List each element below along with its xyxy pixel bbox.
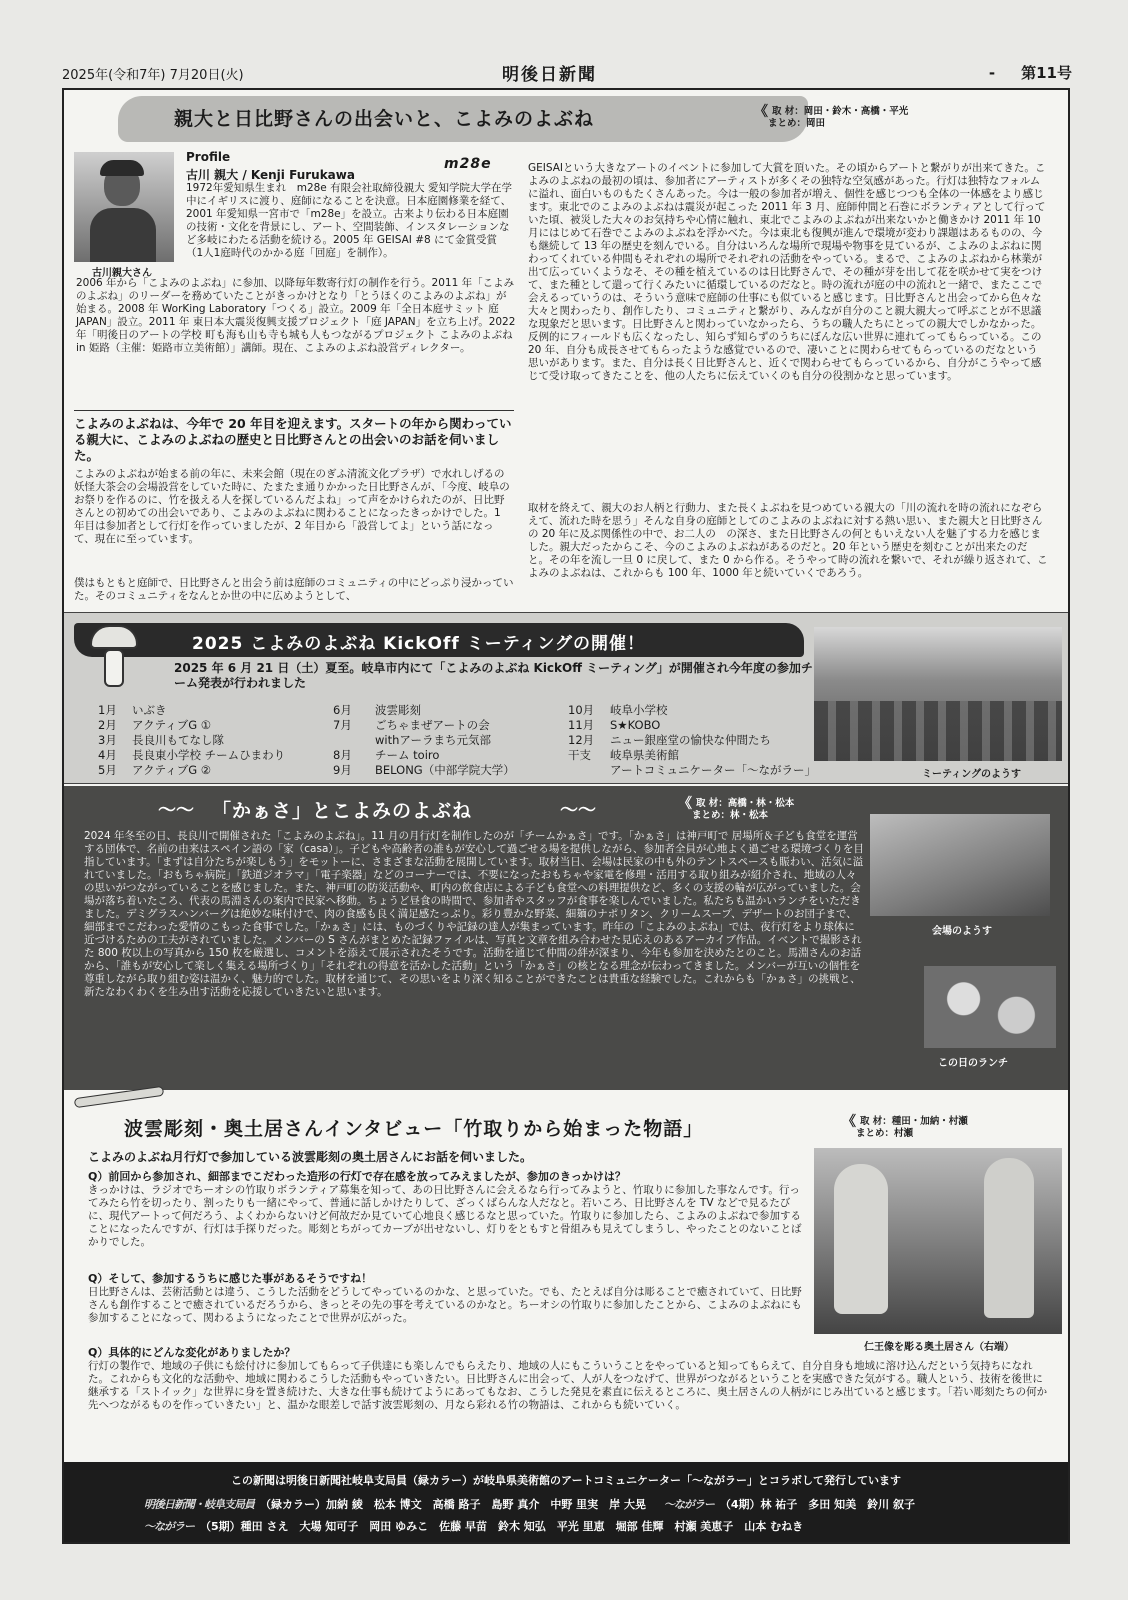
feature-furukawa (64, 90, 1068, 610)
venue-photo (870, 814, 1050, 916)
profile-label: Profile (186, 150, 231, 164)
schedule-month: 8月 (333, 748, 352, 762)
schedule-team: アクティブG ① (132, 718, 212, 732)
sculptor-photo (814, 1148, 1062, 1334)
answer-2: 日比野さんは、芸術活動とは違う、こうした活動をどうしてやっているのかな、と思っていた。でも、たとえば自分は彫ることで癒されていて、日比野さんも創作することで癒されているだろうから、きっとその先の事を考えているのかなと。ちーオシの竹取りに参加したことから、こよみのよぶねにも参加することになって、関わるようになったことで世界が広がった。 (88, 1286, 802, 1324)
schedule-month: 1月 (98, 703, 117, 717)
credit-mark: 《 (842, 1114, 856, 1130)
credit-mark: 《 (678, 796, 692, 812)
schedule-team: ニュー銀座堂の愉快な仲間たち (610, 733, 771, 747)
nagara-5th-members: （5期）種田 さえ 大場 知可子 岡田 ゆみこ 佐藤 早苗 鈴木 知弘 平光 里恵 堀部 佳輝 村瀬 美恵子 山本 むねき (200, 1520, 804, 1533)
schedule-month (333, 733, 375, 748)
furukawa-photo (74, 152, 174, 262)
schedule-month: 10月 (568, 703, 595, 717)
schedule-row (568, 733, 816, 748)
schedule-row (568, 748, 816, 763)
schedule-row (333, 763, 515, 778)
furukawa-photo-caption: 古川親大さん (92, 268, 152, 279)
meeting-photo (814, 627, 1062, 761)
kickoff-section (64, 612, 1068, 784)
kaasa-body: 2024 年冬至の日、長良川で開催された「こよみのよぶね」。11 月の月行灯を制作したのが「チームかぁさ」です。「かぁさ」は神戸町で 居場所＆子ども食堂を運営する団体で、名前の由来はスペイン語の「家（casa）」。子どもや高齢者の誰もが安心して過ごせる場を提供しながら、参加者全員が心地よく過ごせる環境づくりを目指しています。「まずは自分たちが楽しもう」をモットーに、さまざまな活動を展開しています。取材当日、会場は民家の中も外のテントスペースも賑わい、活気に溢れていました。「おもちゃ病院」「鉄道ジオラマ」「電子楽器」などのコーナーでは、不要になったおもちゃや家電を修理・活用する取り組みが紹介され、地域の人々の思いがつながっていることを感じました。また、神戸町の防災活動や、町内の飲食店による子ども食堂への料理提供など、多くの支援の輪が広がっていました。会場が落ち着いたころ、代表の馬淵さんの案内で民家へ移動。ちょうど昼食の時間で、参加者やスタッフが食事を楽しんでいました。私たちも温かいランチをいただきました。デミグラスハンバーグは絶妙な味付けで、肉の食感も良く満足感たっぷり。彩り豊かな野菜、細麺のナポリタン、クリームスープ、デザートのお団子まで、細部までこだわった愛情のこもった食事でした。「かぁさ」には、ものづくりや記録の達人が集まっています。昨年の「こよみのよぶね」では、夜行灯をより球体に近づけるための工夫がされていました。メンバーの S さんがまとめた記録ファイルは、写真と文章を組み合わせた見応えのあるアーカイブ作品。イベントで撮影された 800 枚以上の写真から 150 枚を厳選し、コメントを添えて展示されたそうです。活動を通じて仲間の絆が深まり、今年も参加を決めたとのこと。馬淵さんのお話から、「誰もが安心して楽しく集える場所づくり」「それぞれの得意を活かした活動」という「かぁさ」の核となる理念が伝わってきました。メンバーが互いの個性を尊重しながら取り組む姿は温かく、魅力的でした。取材を通じて、その思いをより深く知ることができたことは貴重な経験でした。これからも「かぁさ」の挑戦と、新たなわくわくを生み出す活動を応援していきたいと思います。 (84, 830, 864, 998)
interview-section (64, 1092, 1068, 1462)
schedule-team: S★KOBO (610, 718, 661, 732)
portrait-cap (100, 160, 144, 176)
schedule-team: withアーラまち元気部 (375, 733, 492, 747)
schedule-row (333, 718, 515, 733)
portrait-torso (90, 208, 156, 262)
statue-left (834, 1164, 888, 1314)
schedule-team: 岐阜小学校 (610, 703, 668, 717)
credit-mark: 《 (754, 104, 768, 120)
feature-title: 親大と日比野さんの出会いと、こよみのよぶね (174, 108, 595, 130)
schedule-row (568, 718, 816, 733)
feature-credit (754, 106, 908, 130)
schedule-month (568, 763, 610, 778)
issue-date: 2025年(令和7年) 7月20日(火) (62, 68, 244, 83)
mushroom-cap (90, 625, 138, 649)
wave-right: ～～ (560, 800, 596, 821)
venue-photo-caption: 会場のようす (932, 926, 992, 937)
nagara-logo: ～ながラー (144, 1520, 194, 1533)
schedule-team: 長良東小学校 チームひまわり (132, 748, 286, 762)
kaasa-section (64, 786, 1068, 1090)
schedule-team: 長良川もてなし隊 (132, 733, 224, 747)
schedule-team: BELONG（中部学院大学） (375, 763, 515, 777)
kickoff-banner: 2025 こよみのよぶね KickOff ミーティングの開催！ (192, 634, 645, 654)
nagara-4th-members: （4期）林 祐子 多田 知美 鈴川 叙子 (719, 1498, 915, 1511)
interview-credit (842, 1116, 968, 1140)
wave-left: ～～ (158, 800, 194, 821)
schedule-col-3 (568, 703, 816, 778)
schedule-month: 4月 (98, 748, 117, 762)
question-1: Q）前回から参加され、細部までこだわった造形の行灯で存在感を放ってみえましたが、参加のきっかけは？ (88, 1170, 626, 1183)
credit-summary: まとめ：林・松本 (692, 810, 769, 821)
schedule-row (333, 703, 515, 718)
schedule-col-2 (333, 703, 515, 778)
schedule-col-1 (98, 703, 285, 778)
schedule-team: チーム toiro (375, 748, 440, 762)
schedule-team: ごちゃまぜアートの会 (375, 718, 490, 732)
credit-summary: まとめ：岡田 (768, 118, 826, 129)
footer-line-3 (144, 1518, 803, 1534)
schedule-row (98, 763, 285, 778)
kaasa-title: 「かぁさ」とこよみのよぶね (212, 800, 473, 822)
lunch-photo-caption: この日のランチ (938, 1058, 1008, 1069)
schedule-row (98, 748, 285, 763)
divider (74, 410, 514, 411)
meeting-photo-caption: ミーティングのようす (922, 769, 1021, 780)
schedule-month: 12月 (568, 733, 595, 747)
meeting-crowd (814, 701, 1062, 761)
bureau-members: （緑カラー）加納 綾 松本 博文 高橋 路子 島野 真介 中野 里実 岸 大晃 (260, 1498, 646, 1511)
question-2: Q）そして、参加するうちに感じた事があるそうですね！ (88, 1272, 373, 1285)
schedule-row (98, 718, 285, 733)
answer-1: きっかけは、ラジオでちーオシの竹取りボランティア募集を知って、あの日比野さんに会えるなら行ってみようと、竹取りに参加した事なんです。行ってみたら竹を切ったり、割ったりも一緒にやって、普通に話しかけたりして、ざっくばらんな人だなと。若いころ、日比野さんを TV などで見るたびに、現代アートって何だろう、よくわからないけど何故だか見ていて心地良く感じるなと思っていた。竹取りに参加したら、こよみのよぶねで参加することになったんですが、行灯は手探りだった。彫刻とちがってカーブが出せないし、灯りをともすと骨組みも見えてしまうし、やったことのないことばかりでした。 (88, 1184, 802, 1248)
schedule-month: 11月 (568, 718, 595, 732)
schedule-row (568, 763, 816, 778)
nagara-logo: ～ながラー (663, 1498, 714, 1511)
interview-lead: こよみのよぶね月行灯で参加している波雲彫刻の奥土居さんにお話を伺いました。 (88, 1150, 533, 1164)
credit-interview: 取 材：岡田・鈴木・高橋・平光 (772, 106, 909, 117)
m28e-logo: m28e (444, 156, 492, 172)
profile-bio-b: 2006 年から「こよみのよぶね」に参加、以降毎年数寄行灯の制作を行う。2011 年「こよみのよぶね」のリーダーを務めていたことがきっかけとなり「とうほくのこよみのよぶね」が始まる。2008 年 WorKing Laboratory「つくる」設立。2009 年「全日本庭サミット 庭 JAPAN」設立。2011 年 東日本大震災復興支援プロジェクト「庭 JAPAN」を立ち上げ。2022 年「明後日のアートの学校 町も海も山も寺も城も人もつながるプロジェクト こよみのよぶね in 姫路（主催：姫路市立美術館）」講師。現在、こよみのよぶね設営ディレクター。 (76, 277, 516, 354)
kickoff-description: 2025 年 6 月 21 日（土）夏至。岐阜市内にて「こよみのよぶね KickOff ミーティング」が開催され今年度の参加チーム発表が行われました (174, 661, 813, 690)
page-header (62, 60, 1072, 84)
footer-line-2 (144, 1496, 915, 1512)
schedule-row (333, 748, 515, 763)
schedule-team: 波雲彫刻 (375, 703, 421, 717)
feature-afterword: 取材を終えて、親大のお人柄と行動力、また長くよぶねを見つめている親大の「川の流れを時の流れになぞらえて、流れた時を思う」そんな自身の庭師としてのこよみのよぶねに対する熱い思い、また親大と日比野さんの 20 年に及ぶ関係性の中で、お二人の の深さ、また日比野さんの何ともいえない人を魅了する力を感じました。親大だったからこそ、今のこよみのよぶねがあるのだと。20 年という歴史を刻むことが出来たのだと。その年を流し一旦 0 に戻して、また 0 から作る。そうやって時の流れを繋いで、それが繰り返されて、こよみのよぶねは、これからも 100 年、1000 年と続いていくであろう。 (528, 502, 1048, 579)
footer (64, 1462, 1068, 1544)
schedule-month: 干支 (568, 748, 591, 762)
schedule-row (98, 703, 285, 718)
credit-interview: 取 材：高橋・林・松本 (696, 798, 795, 809)
mushroom-stem (104, 649, 124, 687)
header-dash: - (988, 64, 996, 82)
schedule-month: 9月 (333, 763, 352, 777)
answer-3: 行灯の製作で、地域の子供にも絵付けに参加してもらって子供達にも楽しんでもらえたり、地域の人にもこういうことをやっていると知ってもらえて、自分自身も地域に溶け込んだという気持ちになれた。これからも文化的な活動や、地域に関わるこうした活動もやっていきたい。日比野さんに出会って、人が人をつなげて、世界がつながるということを実感できた気がする。職人という、技術を後世に継承する「ストイック」な世界に身を置き続けた、大きな仕事も続けてようにあってもなお、こうした発見を素直に伝えるところに、奥土居さんの人柄がにじみ出ていると感じます。「若い彫刻たちの何か先へつながるものを作っていきたい」と、温かな眼差しで話す波雲彫刻の、月なら彩れる竹の物語は、これからも続いていく。 (88, 1360, 1048, 1411)
lunch-photo (924, 966, 1056, 1048)
interview-title: 波雲彫刻・奥土居さんインタビュー「竹取りから始まった物語」 (124, 1118, 704, 1140)
schedule-row (98, 733, 285, 748)
newspaper-name: 明後日新聞 (502, 65, 597, 85)
page-frame (62, 88, 1070, 1544)
footer-line-1: この新聞は明後日新聞社岐阜支局員（緑カラー）が岐阜県美術館のアートコミュニケーター「～ながラー」とコラボして発行しています (230, 1474, 901, 1487)
feature-body-2: 僕はもともと庭師で、日比野さんと出会う前は庭師のコミュニティの中にどっぷり浸かっていた。そのコミュニティをなんとか世の中に広めようとして、 (74, 577, 514, 602)
kaasa-credit (678, 798, 794, 822)
statue-right (984, 1158, 1034, 1318)
issue-number (989, 62, 1072, 83)
credit-interview: 取 材：種田・加納・村瀬 (860, 1116, 968, 1127)
feature-intro: こよみのよぶねは、今年で 20 年目を迎えます。スタートの年から関わっている親大に、こよみのよぶねの歴史と日比野さんとの出会いのお話を伺いました。 (74, 416, 512, 463)
schedule-team: アートコミュニケーター「～ながラー」 (610, 763, 816, 777)
question-3: Q）具体的にどんな変化がありましたか？ (88, 1346, 296, 1359)
schedule-team: いぶき (132, 703, 167, 717)
feature-body-1: こよみのよぶねが始まる前の年に、未来会館（現在のぎふ清流文化プラザ）で水れしげるの妖怪大茶会の会場設営をしていた時に、たまたま通りかかった日比野さんが、「今度、岐阜のお祭りを作るのに、竹を扱える人を探しているんだよね」って声をかけられたのが、日比野さんとの初めての出会いであり、こよみのよぶねに関わることになったきっかけでした。1 年目は参加者として行灯を作っていましたが、2 年目から「設営してよ」という話になって、現在に至っています。 (74, 468, 510, 545)
schedule-month: 7月 (333, 718, 352, 732)
schedule-month: 6月 (333, 703, 352, 717)
bureau-logo: 明後日新聞・岐阜支局員 (144, 1498, 254, 1511)
credit-summary: まとめ：村瀬 (856, 1128, 914, 1139)
schedule-month: 2月 (98, 718, 117, 732)
schedule-team: アクティブG ② (132, 763, 212, 777)
profile-bio-a: 1972年愛知県生まれ m28e 有限会社取締役親大 愛知学院大学在学中にイギリスに渡り、庭師になることを決意。日本庭園修業を経て、2001 年愛知県一宮市で「m28e」を設立。古来より伝わる日本庭園の技術・文化を背景にし、アート、空間装飾、インスタレーションなど多岐にわたる活動を続ける。2005 年 GEISAI #8 にて金賞受賞（1人1庭時代のかかる庭「回庭」を制作）。 (186, 182, 512, 259)
schedule-row (333, 733, 515, 748)
mushroom-icon (84, 621, 144, 691)
issue-number-text: 第11号 (1021, 64, 1072, 82)
schedule-month: 5月 (98, 763, 117, 777)
schedule-month: 3月 (98, 733, 117, 747)
sculptor-photo-caption: 仁王像を彫る奥土居さん（右端） (864, 1342, 1014, 1353)
schedule-team: 岐阜県美術館 (610, 748, 679, 762)
schedule-row (568, 703, 816, 718)
feature-body-col2: GEISAIという大きなアートのイベントに参加して大賞を頂いた。その頃からアートと繋がりが出来てきた。こよみのよぶねの最初の頃は、参加者にアーティストが多くその独特な空気感があった。行灯は独特なフォルムに溢れ、面白いものもたくさんあった。今は一般の参加者が増え、個性を感じつつも全体の一体感をより感じます。東北でのこよみのよぶねは震災が起こった 2011 年 3 月、庭師仲間と石巻にボランティアとして行っていた頃、被災した大々のお気持ちや心情に触れ、東北でこよみのよぶねが出来ないかと働きかけ 2011 年 10 月にはじめて石巻でこよみのよぶねを浮かべた。今は東北も復興が進んで環境が変わり課題はあるものの、今も継続して 13 年の歴史を刻んでいる。自分はいろんな場所で現場や物事を見ているが、こよみのよぶねに関わってくれている仲間もそれぞれの場所でそれぞれの活動をやっている。まるで、こよみのよぶねから林業が出て広っていくようなそ、その種を植えているのは日比野さんで、その種が芽を出して花を咲かせて実をつけて、また種として還って行くみたいに循環しているのだなと。時の流れが庭の中の流れと一緒で、またここで会えるっていうのは、そういう意味で庭師の仕事にも似ていると感じます。日比野さんと出会ってから色々な大々と関わったり、創作したり、コミュニティと繋がり、みんなが自分のこと親大親大って呼ぶことが不思議な現象だと思います。日比野さんと関わっていなかったら、うちの職人たちにとっての親大でしかなかった。反例的にフィールドも広くなったし、知らず知らずのうちにぼんな広い世界に連れてってもらっている。この 20 年、自分も成長させてもらったような感覚でいるので、凄いことに関わらせてもらっているのだなという思いがあります。また、自分は長く日比野さんと、近くで関わらせてもらっているから、自分がこうやって感じて受け取ってきたことを、他の人たちに伝えていくのも自分の役割かなと思っています。 (528, 162, 1046, 382)
profile-name: 古川 親大 / Kenji Furukawa (186, 168, 355, 182)
